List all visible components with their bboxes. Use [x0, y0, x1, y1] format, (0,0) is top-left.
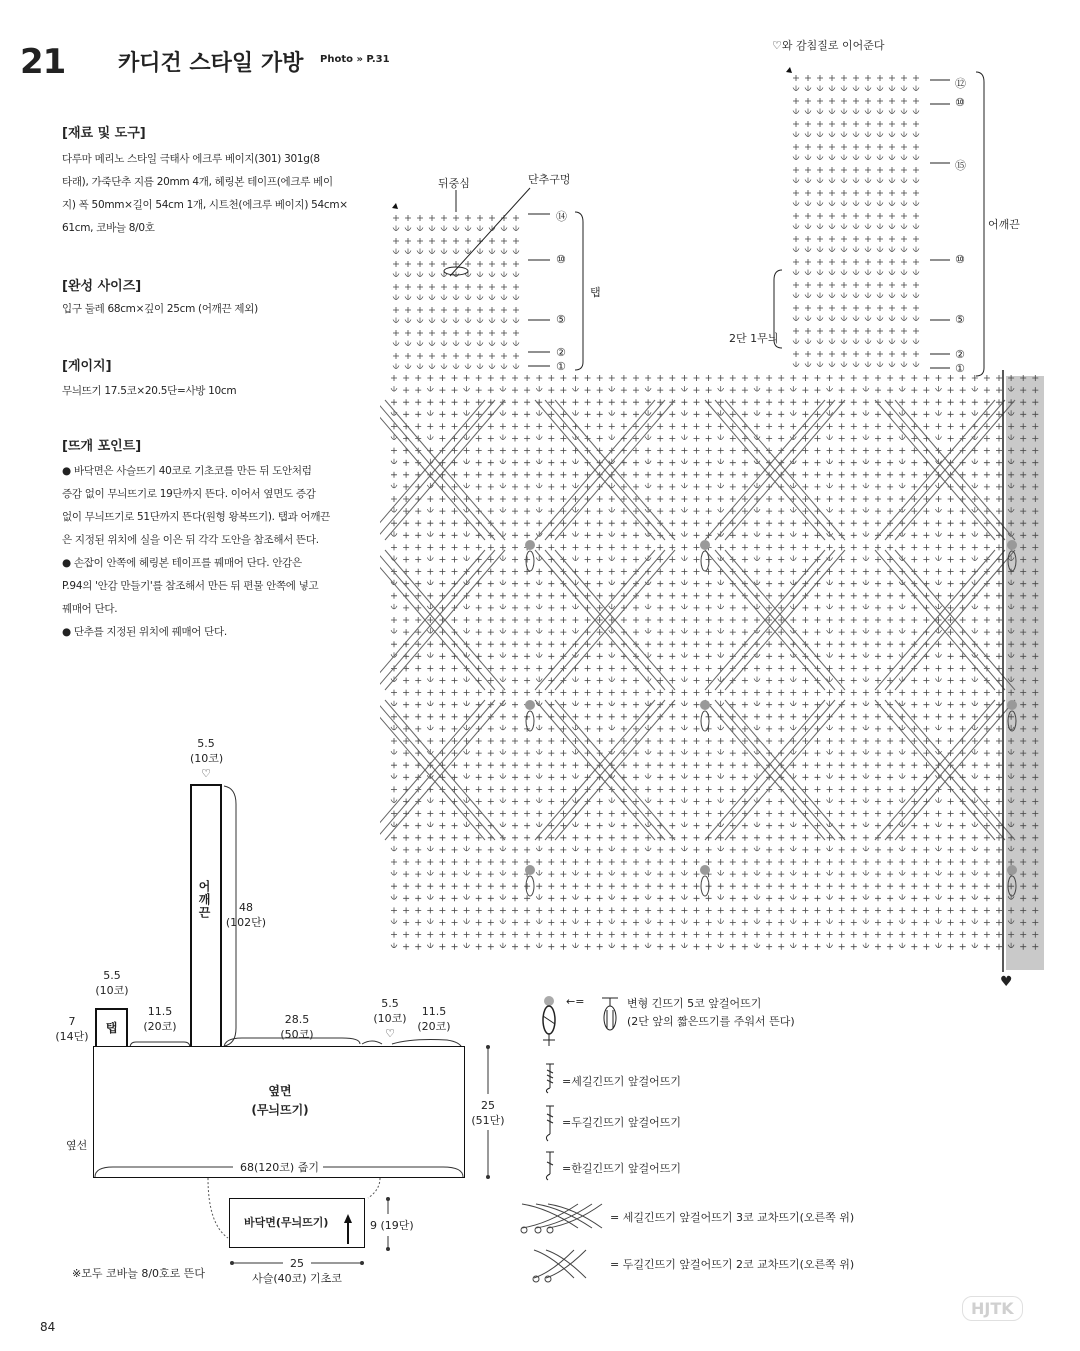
side-circ-label: 68(120코) 줍기: [236, 1159, 323, 1175]
back-center-label: 뒤중심: [438, 177, 470, 190]
strap-row-marker: ⑩: [955, 253, 965, 266]
materials-text: 다루마 메리노 스타일 극태사 에크루 베이지(301) 301g(8 타래), 가죽단추 지름 20mm 4개, 헤링본 테이프(에크루 베이 지) 폭 50mm×길이 54cm 1개, 시트천(에크루 베이지) 54cm× 61cm, 코바늘 8/0호: [62, 153, 348, 234]
legend-double-icon: [540, 1104, 560, 1144]
gap2-dim: 11.5 (20코): [417, 1005, 451, 1033]
hook-note: ※모두 코바늘 8/0호로 뜬다: [72, 1267, 206, 1280]
tab-label: 탭: [105, 1021, 118, 1035]
watermark: HJTK: [962, 1296, 1023, 1321]
tab-row-marker: ⑩: [556, 253, 566, 266]
tab-row-marker: ⑤: [556, 313, 566, 326]
legend-5st-symbol-icon: [598, 996, 622, 1036]
legend-item: =세길긴뜨기 앞걸어뜨기: [562, 1075, 681, 1088]
strap-chart-label: 어깨끈: [988, 218, 1020, 231]
legend-treble-icon: [540, 1062, 560, 1094]
legend-item: (2단 앞의 짧은뜨기를 주워서 뜬다): [627, 1015, 795, 1028]
page-title: 카디건 스타일 가방: [118, 51, 304, 76]
legend-item: = 두길긴뜨기 앞걸어뜨기 2코 교차뜨기(오른쪽 위): [610, 1258, 855, 1271]
legend-item: = 세길긴뜨기 앞걸어뜨기 3코 교차뜨기(오른쪽 위): [610, 1211, 855, 1224]
strap-label: 어깨끈: [197, 880, 211, 919]
buttonhole-label: 단추구멍: [528, 173, 571, 186]
legend-item: =두길긴뜨기 앞걸어뜨기: [562, 1116, 681, 1129]
stitch-chart: [380, 60, 1080, 990]
tab-row-marker: ⑭: [556, 210, 567, 223]
pattern-number: 21: [20, 42, 66, 82]
gauge-text: 무늬뜨기 17.5코×20.5단=사방 10cm: [62, 385, 237, 397]
size-text: 입구 둘레 68cm×깊이 25cm (어깨끈 제외): [62, 303, 258, 315]
strap-row-marker: ⑫: [955, 77, 966, 90]
strap-length-dim: 48 (102단): [225, 901, 267, 929]
mid-dim: 28.5 (50코): [280, 1013, 314, 1041]
strap-top-dim: 5.5 (10코) ♡: [190, 737, 224, 780]
side-panel-label: 옆면 (무늬뜨기): [251, 1084, 309, 1117]
tab-row-marker: ①: [556, 360, 566, 373]
tab-height-dim: 7 (14단): [55, 1015, 89, 1043]
legend-item: =한길긴뜨기 앞걸어뜨기: [562, 1162, 681, 1175]
tab-row-marker: ②: [556, 346, 566, 359]
chart-top-note: ♡와 감침질로 이어준다: [772, 39, 885, 52]
tab-chart-label: 탭: [590, 286, 601, 299]
legend-cross2-icon: [528, 1244, 592, 1284]
strap-row-marker: ①: [955, 362, 965, 375]
strap-row-marker: ⑤: [955, 313, 965, 326]
points-text: ● 바닥면은 사슬뜨기 40코로 기초코를 만든 뒤 도안처럼 증감 없이 무늬뜨기로 19단까지 뜬다. 이어서 옆면도 증감 없이 무늬뜨기로 51단까지 뜬다(원형 왕복뜨기). 탭과 어깨끈 은 지정된 위치에 실을 이은 뒤 각각 도안을 참조해서 뜬다. ● 손잡이 안쪽에 헤링본 테이프를 꿰매어 단다. 안감은 P.94의 '안감 만들기'를 참조해서 만든 뒤 편물 안쪽에 넣고 꿰매어 단다. ● 단추를 지정된 위치에 꿰매어 단다.: [62, 465, 331, 638]
bottom-width-dim: 25 사슬(40코) 기초코: [252, 1257, 342, 1285]
materials-heading: [재료 및 도구]: [62, 126, 146, 141]
repeat-label: 2단 1무늬: [729, 332, 779, 345]
legend-symbol-5st-icon: [536, 994, 566, 1052]
legend-single-icon: [540, 1150, 560, 1182]
gap1-dim: 11.5 (20코): [143, 1005, 177, 1033]
side-seam-label: 옆선: [66, 1139, 88, 1152]
bottom-links: [200, 1176, 400, 1252]
bottom-panel-label: 바닥면(무늬뜨기): [244, 1216, 329, 1229]
bottom-heart: ♥: [1000, 974, 1013, 990]
tab-width-dim: 5.5 (10코): [95, 969, 129, 997]
strap-row-marker: ②: [955, 348, 965, 361]
page-number: 84: [40, 1320, 56, 1334]
points-heading: [뜨개 포인트]: [62, 439, 142, 454]
legend-item: 변형 긴뜨기 5코 앞걸어뜨기: [627, 997, 762, 1010]
bottom-height-dim: 9 (19단): [370, 1219, 414, 1232]
legend-cross3-icon: [518, 1198, 604, 1234]
strap-row-marker: ⑩: [955, 96, 965, 109]
legend-arrow: ←=: [566, 995, 585, 1008]
size-heading: [완성 사이즈]: [62, 279, 142, 294]
photo-reference: Photo » P.31: [320, 54, 390, 65]
strap-row-marker: ⑮: [955, 159, 966, 172]
side-height-dim: 25 (51단): [471, 1099, 505, 1127]
gauge-heading: [게이지]: [62, 359, 112, 374]
right-strap-dim: 5.5 (10코) ♡: [373, 997, 407, 1040]
